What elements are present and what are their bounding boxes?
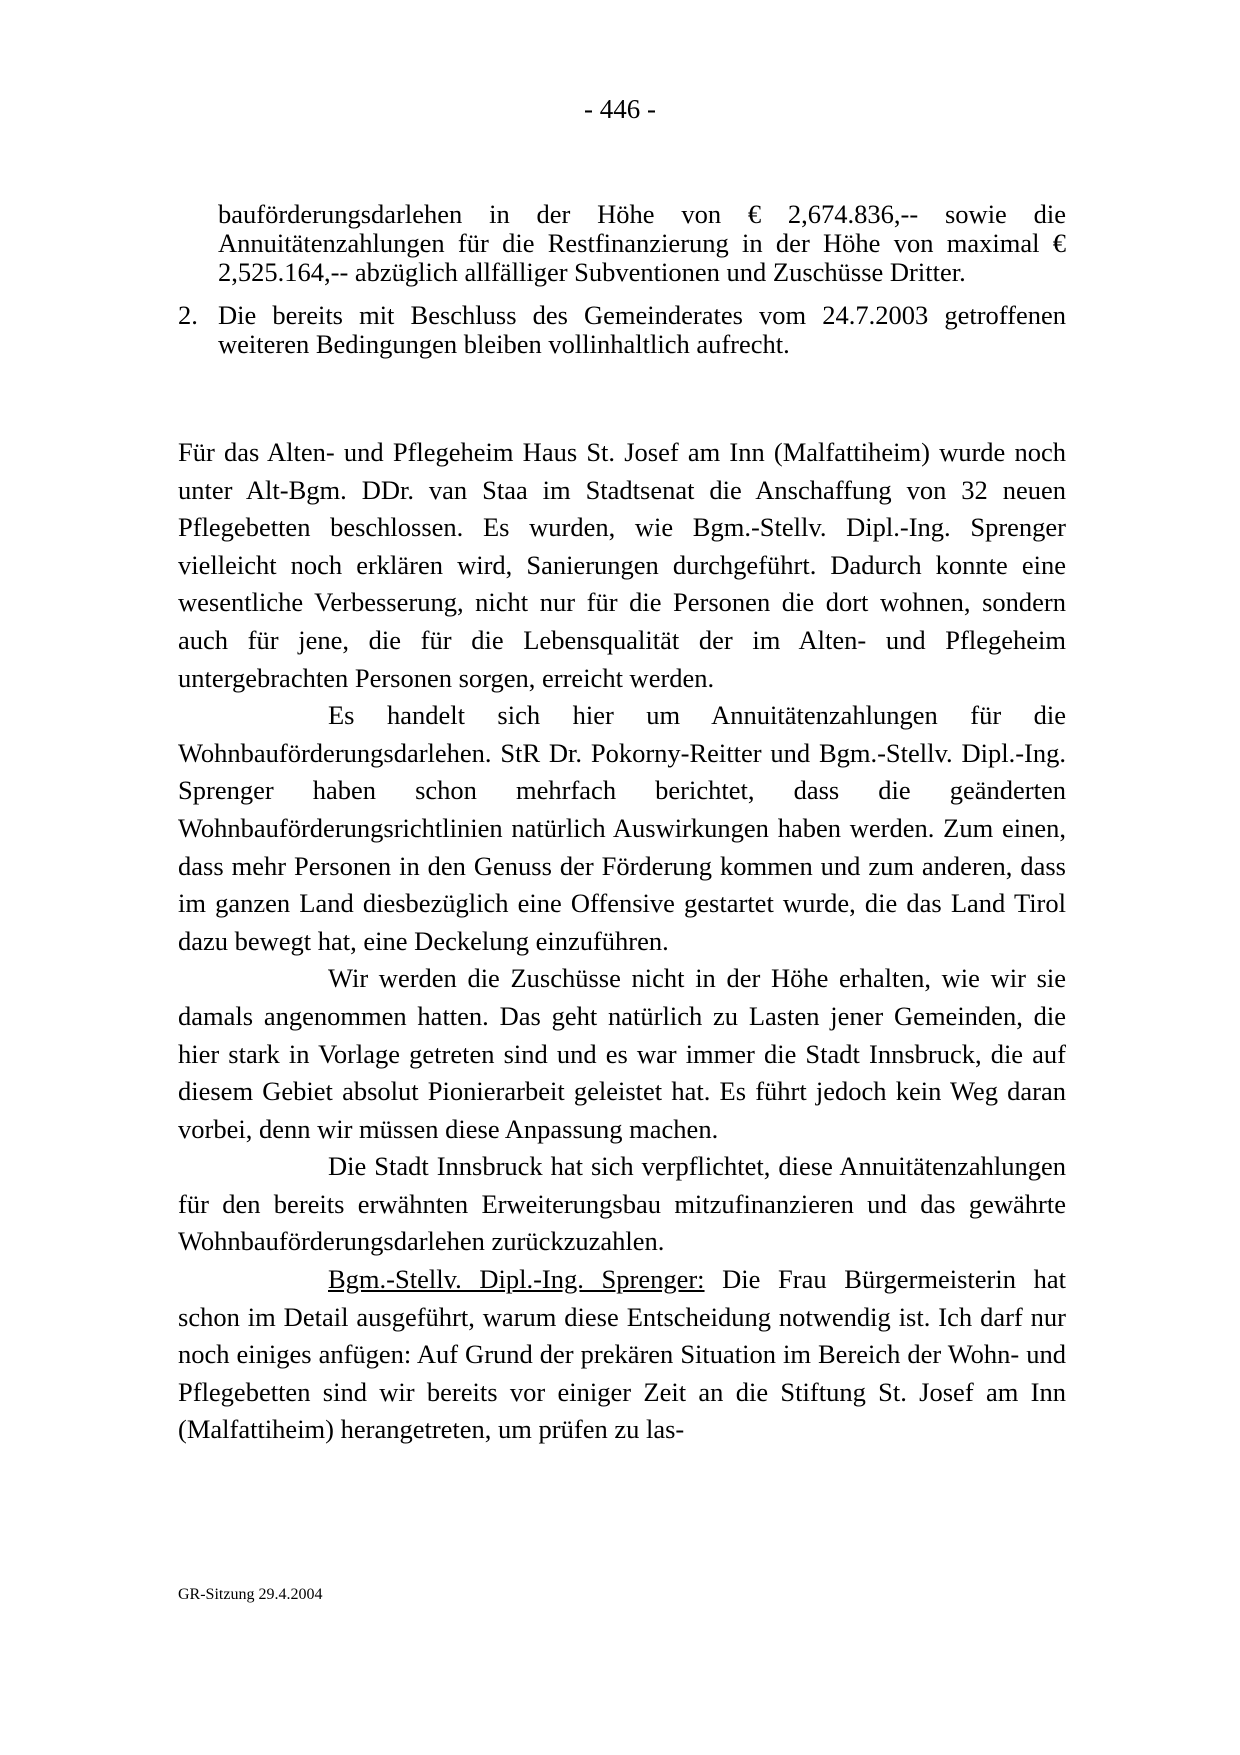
list-item-2-number: 2. <box>178 300 198 330</box>
paragraph-5-text: Die Frau Bürgermeisterin hat schon im Detail ausgeführt, warum diese Entscheidung notwendig ist. Ich darf nur noch einiges anfügen: Auf Grund der prekären Situation im Bereich der Wohn- und Pflegebetten sind wir bereits vor einiger Zeit an die Stiftung St. Josef am Inn (Malfattiheim) herangetreten, um prüfen zu las- <box>178 1264 1066 1445</box>
paragraph-2: Es handelt sich hier um Annuitätenzahlungen für die Wohnbauförderungsdarlehen. StR Dr. Pokorny-Reitter und Bgm.-Stellv. Dipl.-Ing. Sprenger haben schon mehrfach berichtet, dass die geänderten Wohnbauförderungsrichtlinien natürlich Auswirkungen haben werden. Zum einen, dass mehr Personen in den Genuss der Förderung kommen und zum anderen, dass im ganzen Land diesbezüglich eine Offensive gestartet wurde, die das Land Tirol dazu bewegt hat, eine Deckelung einzuführen. <box>178 700 1066 956</box>
paragraph-1: Für das Alten- und Pflegeheim Haus St. Josef am Inn (Malfattiheim) wurde noch unter Alt-Bgm. DDr. van Staa im Stadtsenat die Anschaffung von 32 neuen Pflegebetten beschlossen. Es wurden, wie Bgm.-Stellv. Dipl.-Ing. Sprenger vielleicht noch erklären wird, Sanierungen durchgeführt. Dadurch konnte eine wesentliche Verbesserung, nicht nur für die Personen die dort wohnen, sondern auch für jene, die für die Lebensqualität der im Alten- und Pflegeheim untergebrachten Personen sorgen, erreicht werden. <box>178 437 1066 693</box>
paragraph-3: Wir werden die Zuschüsse nicht in der Höhe erhalten, wie wir sie damals angenommen hatten. Das geht natürlich zu Lasten jener Gemeinden, die hier stark in Vorlage getreten sind und es war immer die Stadt Innsbruck, die auf diesem Gebiet absolut Pionierarbeit geleistet hat. Es führt jedoch kein Weg daran vorbei, denn wir müssen diese Anpassung machen. <box>178 963 1066 1144</box>
page-footer: GR-Sitzung 29.4.2004 <box>178 1586 323 1603</box>
speaker-name: Bgm.-Stellv. Dipl.-Ing. Sprenger: <box>328 1264 705 1295</box>
body-text <box>178 434 1066 1449</box>
paragraph-5 <box>178 1261 1066 1449</box>
page-number: - 446 - <box>584 94 656 124</box>
list-item-2-text: Die bereits mit Beschluss des Gemeinderates vom 24.7.2003 getroffenen weiteren Bedingungen bleiben vollinhaltlich aufrecht. <box>218 300 1066 359</box>
list-item-2 <box>178 301 1066 359</box>
list-item-1-continuation: bauförderungsdarlehen in der Höhe von € 2,674.836,-- sowie die Annuitätenzahlungen für die Restfinanzierung in der Höhe von maximal € 2,525.164,-- abzüglich allfälliger Subventionen und Zuschüsse Dritter. <box>218 199 1066 287</box>
resolution-list <box>178 200 1066 359</box>
paragraph-4: Die Stadt Innsbruck hat sich verpflichtet, diese Annuitätenzahlungen für den bereits erwähnten Erweiterungsbau mitzufinanzieren und das gewährte Wohnbauförderungsdarlehen zurückzuzahlen. <box>178 1151 1066 1257</box>
